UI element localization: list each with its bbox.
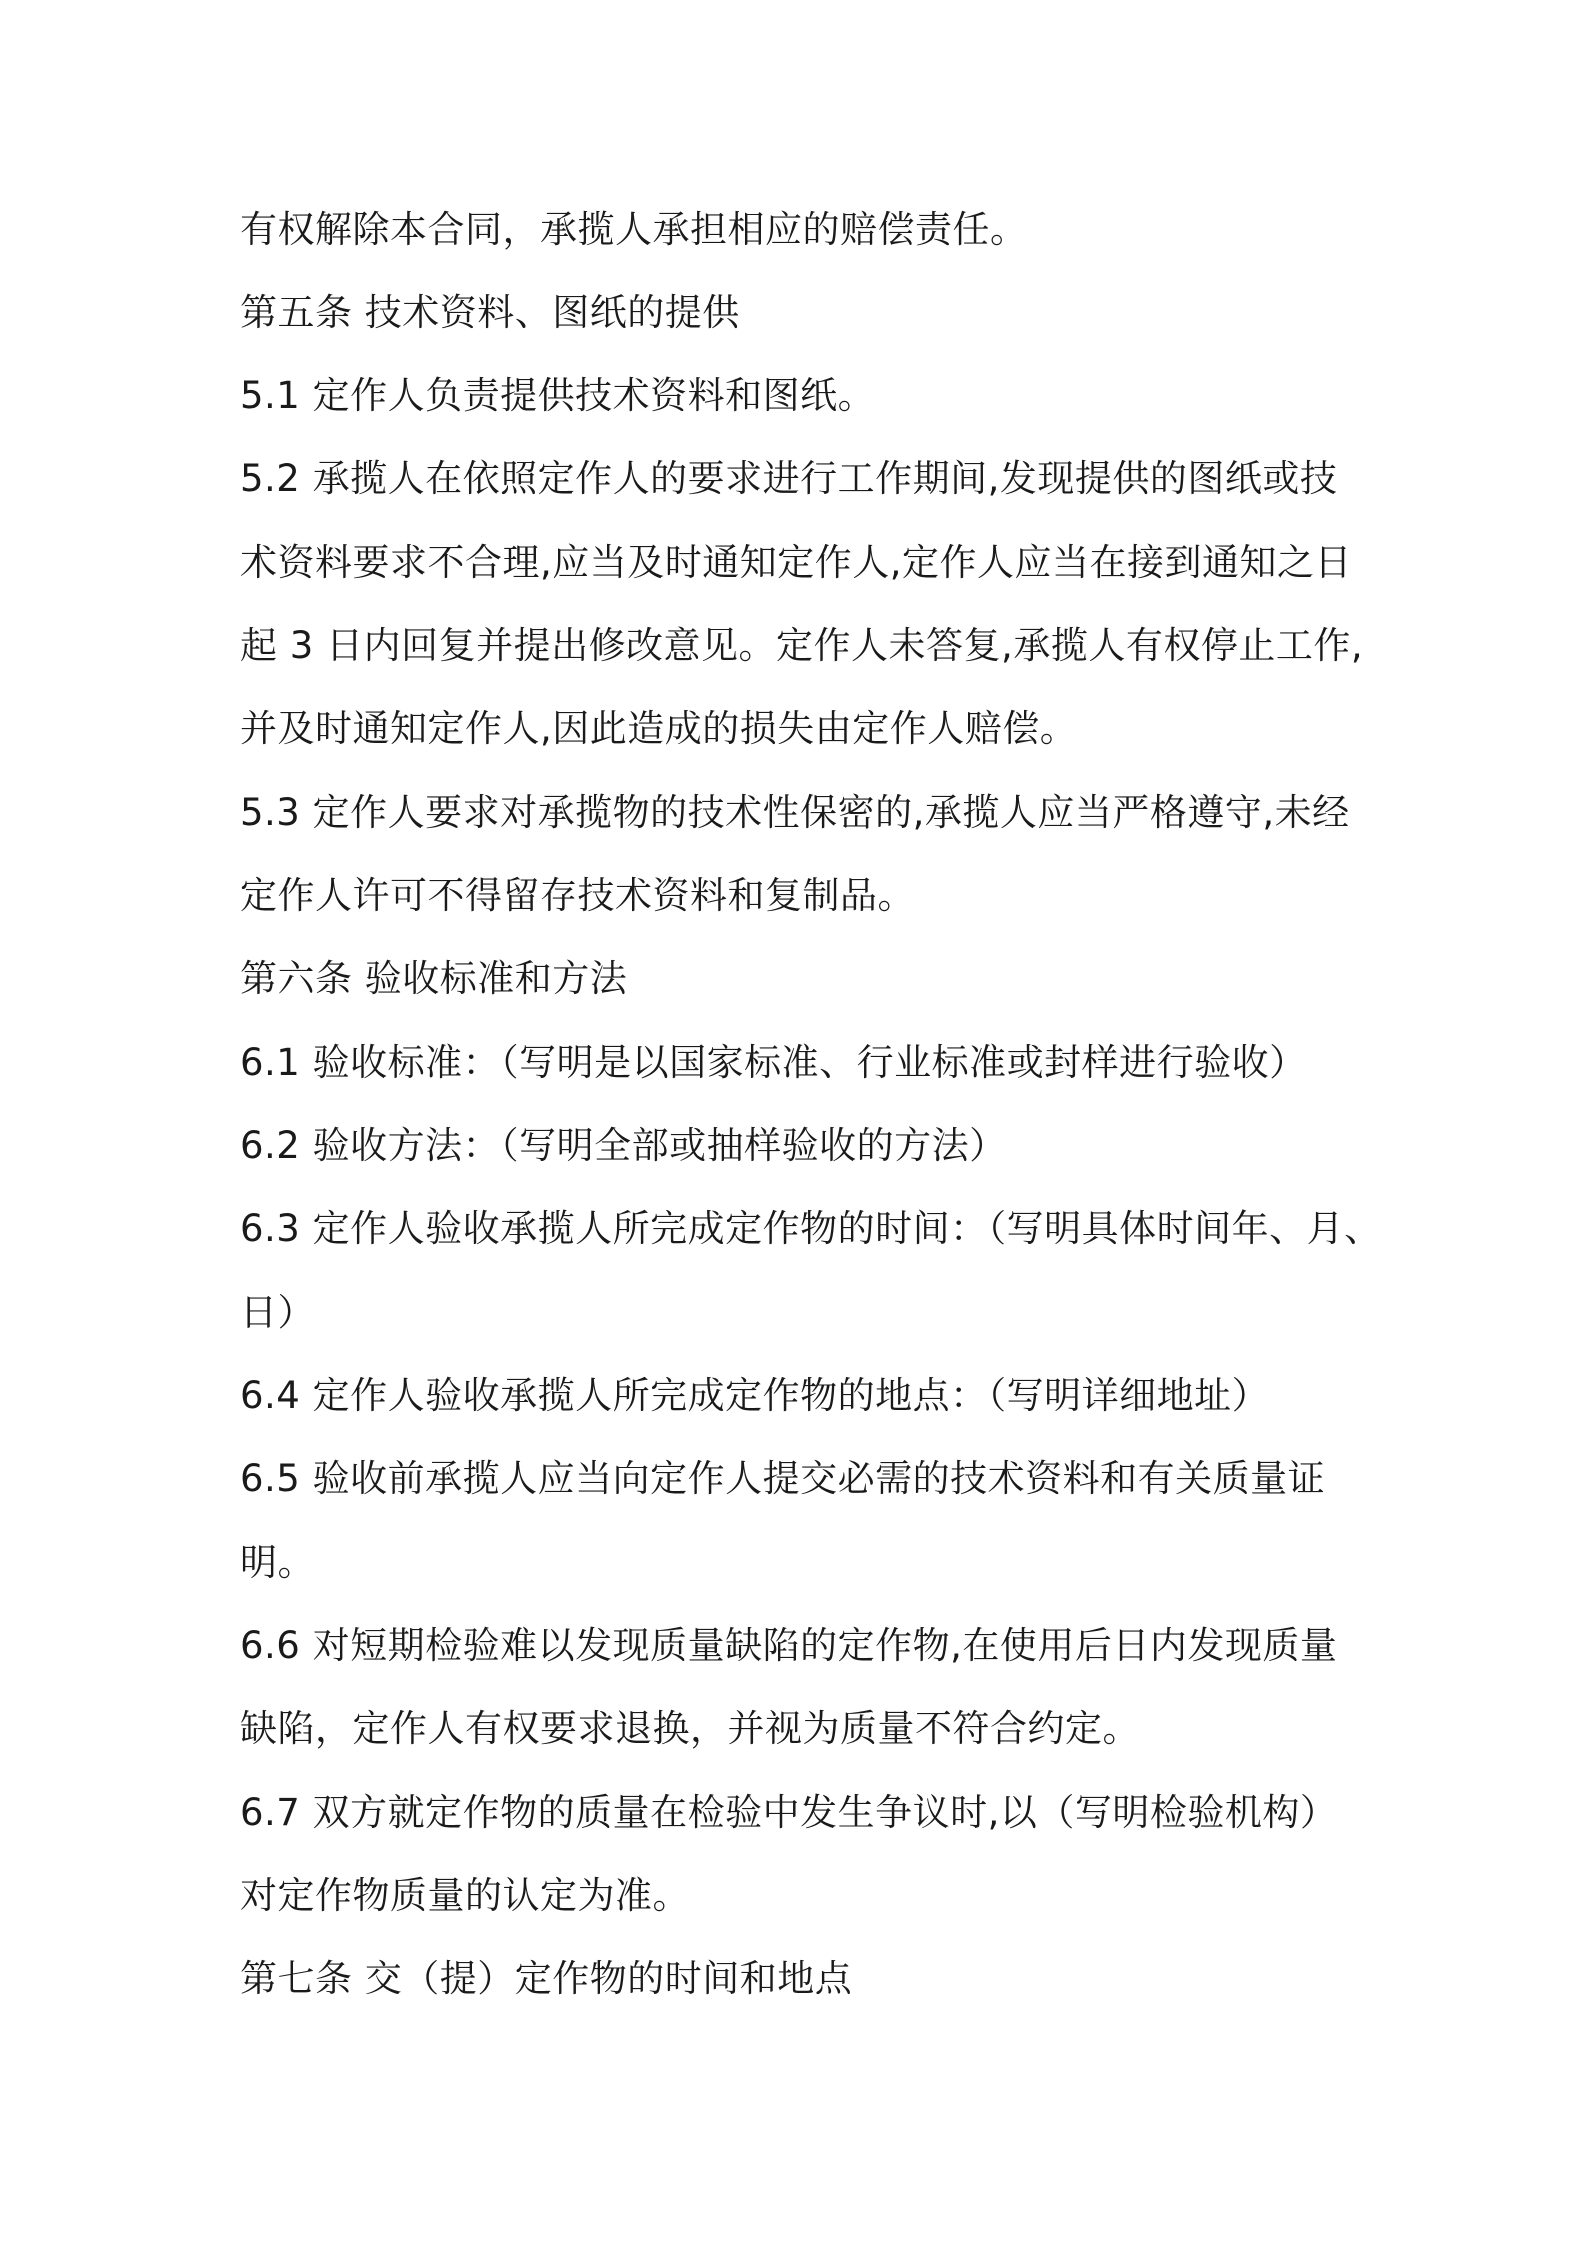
section-heading: 第六条 验收标准和方法 xyxy=(240,957,628,1000)
text-line: 6.5 验收前承揽人应当向定作人提交必需的技术资料和有关质量证 xyxy=(240,1457,1326,1500)
text-line: 术资料要求不合理,应当及时通知定作人,定作人应当在接到通知之日 xyxy=(240,541,1353,584)
section-heading: 第七条 交（提）定作物的时间和地点 xyxy=(240,1957,853,2000)
text-line: 起 3 日内回复并提出修改意见。定作人未答复,承揽人有权停止工作, xyxy=(240,624,1364,667)
text-line: 有权解除本合同，承揽人承担相应的赔偿责任。 xyxy=(240,208,1028,251)
text-line: 6.2 验收方法：（写明全部或抽样验收的方法） xyxy=(240,1124,1007,1167)
text-line: 5.3 定作人要求对承揽物的技术性保密的,承揽人应当严格遵守,未经 xyxy=(240,791,1350,834)
section-heading: 第五条 技术资料、图纸的提供 xyxy=(240,291,740,334)
text-line: 定作人许可不得留存技术资料和复制品。 xyxy=(240,874,915,917)
text-line: 并及时通知定作人,因此造成的损失由定作人赔偿。 xyxy=(240,707,1078,750)
text-line: 对定作物质量的认定为准。 xyxy=(240,1874,690,1917)
text-line: 6.1 验收标准：（写明是以国家标准、行业标准或封样进行验收） xyxy=(240,1041,1307,1084)
text-line: 6.7 双方就定作物的质量在检验中发生争议时,以（写明检验机构） xyxy=(240,1791,1338,1834)
text-line: 6.4 定作人验收承揽人所完成定作物的地点：（写明详细地址） xyxy=(240,1374,1270,1417)
text-line: 明。 xyxy=(240,1541,315,1584)
text-line: 日） xyxy=(240,1291,315,1334)
text-line: 6.3 定作人验收承揽人所完成定作物的时间：（写明具体时间年、月、 xyxy=(240,1207,1382,1250)
text-line: 5.2 承揽人在依照定作人的要求进行工作期间,发现提供的图纸或技 xyxy=(240,457,1338,500)
text-line: 缺陷，定作人有权要求退换，并视为质量不符合约定。 xyxy=(240,1707,1140,1750)
text-line: 6.6 对短期检验难以发现质量缺陷的定作物,在使用后日内发现质量 xyxy=(240,1624,1338,1667)
text-line: 5.1 定作人负责提供技术资料和图纸。 xyxy=(240,374,876,417)
